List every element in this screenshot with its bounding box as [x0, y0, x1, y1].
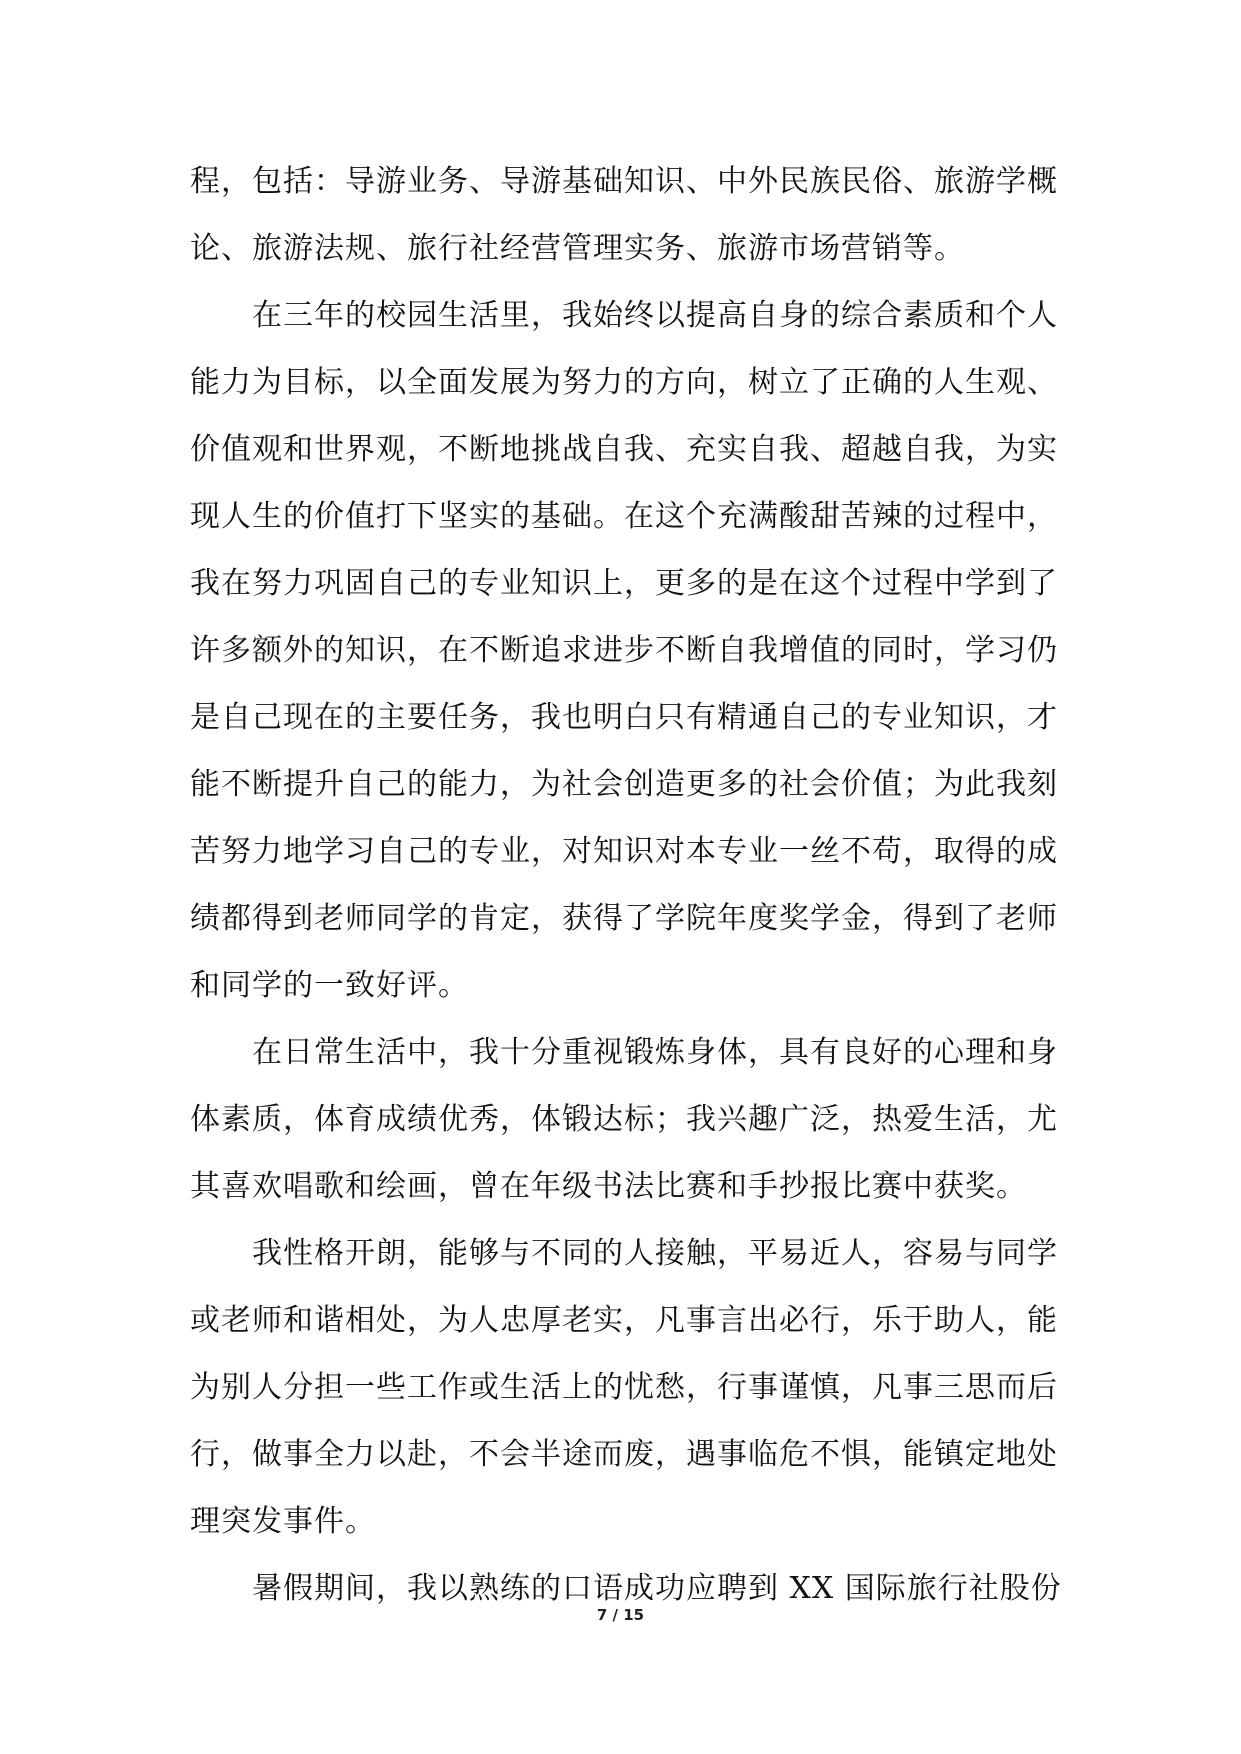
text-line: 和同学的一致好评。 — [190, 968, 469, 1003]
body-text — [190, 148, 1060, 1622]
text-line: 能力为目标，以全面发展为努力的方向，树立了正确的人生观、 — [190, 365, 1058, 400]
text-line: 苦努力地学习自己的专业，对知识对本专业一丝不苟，取得的成 — [190, 834, 1058, 869]
text-line: 是自己现在的主要任务，我也明白只有精通自己的专业知识，才 — [190, 700, 1058, 735]
text-line: 绩都得到老师同学的肯定，获得了学院年度奖学金，得到了老师 — [190, 901, 1058, 936]
paragraph-start-line: 在日常生活中，我十分重视锻炼身体，具有良好的心理和身 — [252, 1035, 1058, 1070]
text-line: 程，包括：导游业务、导游基础知识、中外民族民俗、旅游学概 — [190, 164, 1058, 199]
text-line: 理突发事件。 — [190, 1504, 376, 1539]
text-line: 现人生的价值打下坚实的基础。在这个充满酸甜苦辣的过程中， — [190, 499, 1058, 534]
text-line: 我在努力巩固自己的专业知识上，更多的是在这个过程中学到了 — [190, 566, 1058, 601]
paragraph-start-line: 我性格开朗，能够与不同的人接触，平易近人，容易与同学 — [252, 1236, 1058, 1271]
text-line: 体素质，体育成绩优秀，体锻达标；我兴趣广泛，热爱生活，尤 — [190, 1102, 1058, 1137]
text-line: 价值观和世界观，不断地挑战自我、充实自我、超越自我，为实 — [190, 432, 1058, 467]
text-line: 论、旅游法规、旅行社经营管理实务、旅游市场营销等。 — [190, 231, 965, 266]
page-number: 7 / 15 — [596, 1606, 645, 1624]
paragraph-start-line: 在三年的校园生活里，我始终以提高自身的综合素质和个人 — [252, 298, 1058, 333]
text-line: 能不断提升自己的能力，为社会创造更多的社会价值；为此我刻 — [190, 767, 1058, 802]
text-line: 其喜欢唱歌和绘画，曾在年级书法比赛和手抄报比赛中获奖。 — [190, 1169, 1027, 1204]
text-line: 或老师和谐相处，为人忠厚老实，凡事言出必行，乐于助人，能 — [190, 1303, 1058, 1338]
text-line: 为别人分担一些工作或生活上的忧愁，行事谨慎，凡事三思而后 — [190, 1370, 1058, 1405]
text-line: 许多额外的知识，在不断追求进步不断自我增值的同时，学习仍 — [190, 633, 1058, 668]
paragraph-start-line: 暑假期间，我以熟练的口语成功应聘到 XX 国际旅行社股份 — [252, 1571, 1062, 1606]
text-line: 行，做事全力以赴，不会半途而废，遇事临危不惧，能镇定地处 — [190, 1437, 1058, 1472]
